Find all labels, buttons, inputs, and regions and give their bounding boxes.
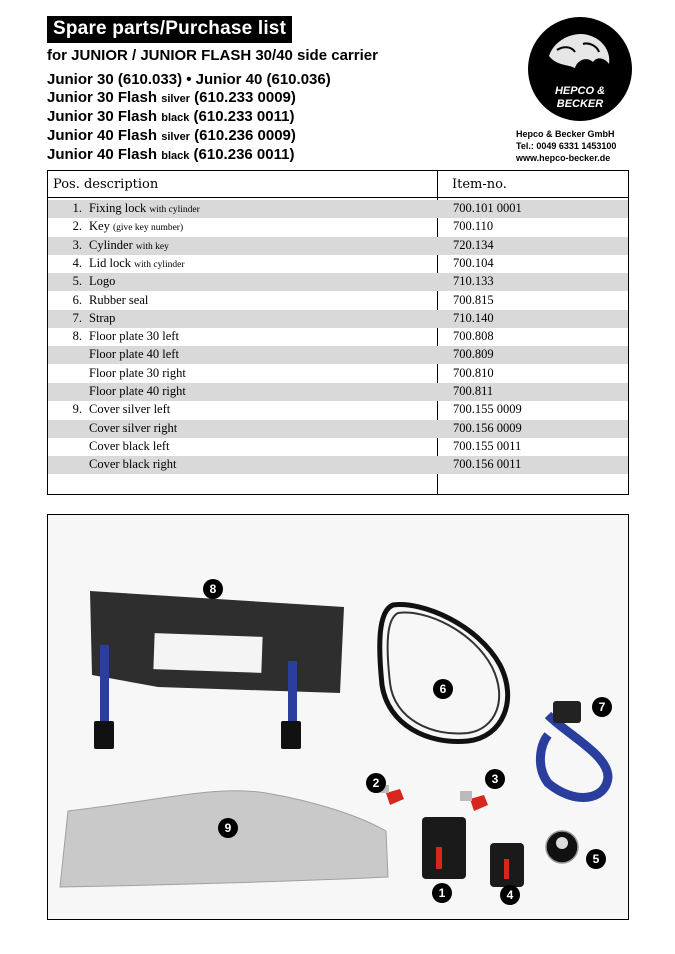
row-description: Cover silver left [89, 402, 171, 417]
table-row [48, 237, 628, 255]
company-phone: Tel.: 0049 6331 1453100 [516, 141, 617, 151]
row-item-no: 700.101 0001 [453, 201, 522, 215]
row-description: Lid lock with cylinder [89, 255, 185, 270]
row-note: (give key number) [112, 223, 184, 234]
page-title: Spare parts/Purchase list [47, 16, 292, 43]
cylinder-body [460, 791, 472, 801]
model-line: Junior 30 Flash black (610.233 0011) [47, 108, 295, 125]
row-position: 6. [72, 292, 82, 307]
row-description: Cover silver right [89, 420, 178, 435]
company-info [516, 128, 616, 164]
callout-7: 7 [592, 697, 612, 717]
table-row [48, 292, 628, 310]
model-line: Junior 30 (610.033) • Junior 40 (610.036) [47, 71, 331, 88]
table-row [48, 328, 628, 346]
table-row [48, 383, 628, 401]
row-note: with key [135, 241, 169, 252]
lid-lock-key [504, 859, 509, 879]
company-web[interactable]: www.hepco-becker.de [516, 153, 611, 163]
row-item-no: 700.155 0011 [453, 438, 522, 453]
row-description: Fixing lock with cylinder [89, 201, 200, 215]
parts-table [47, 170, 629, 495]
buckle-left [94, 721, 114, 749]
row-item-no: 700.110 [453, 219, 494, 234]
row-position: 7. [72, 310, 82, 325]
row-description: Floor plate 40 left [89, 347, 179, 362]
row-description: Cylinder with key [89, 237, 169, 252]
row-description: Rubber seal [89, 292, 149, 307]
row-note: with cylinder [134, 259, 185, 270]
fixing-lock-key [436, 847, 442, 869]
table-row [48, 310, 628, 328]
row-item-no: 700.104 [453, 255, 494, 270]
floor-plate-label [153, 633, 262, 673]
strap-right [288, 661, 297, 725]
row-item-no: 720.134 [453, 237, 494, 252]
row-item-no: 710.140 [453, 310, 494, 325]
cover [60, 791, 388, 887]
company-name: Hepco & Becker GmbH [516, 129, 615, 139]
callout-9: 9 [218, 818, 238, 838]
parts-photo [47, 514, 629, 920]
hepco-becker-logo [527, 16, 633, 122]
model-line: Junior 30 Flash silver (610.233 0009) [47, 89, 296, 106]
row-position: 9. [72, 402, 82, 417]
callout-5: 5 [586, 849, 606, 869]
fixing-lock [422, 817, 466, 879]
logo-emblem-detail [556, 837, 568, 849]
strap-buckle [553, 701, 581, 723]
row-position: 2. [72, 219, 82, 234]
row-description: Cover black left [89, 438, 170, 453]
table-row [48, 365, 628, 383]
row-description: Cover black right [89, 457, 177, 472]
header-divider [48, 197, 628, 198]
table-row [48, 255, 628, 273]
row-description: Strap [89, 310, 116, 325]
strap-left [100, 645, 109, 725]
model-line: Junior 40 Flash black (610.236 0011) [47, 146, 295, 163]
header-description: Pos. description [53, 177, 159, 192]
row-item-no: 700.809 [453, 347, 494, 362]
logo-text-line1: HEPCO & [554, 85, 606, 97]
row-position: 1. [72, 201, 82, 215]
table-row [48, 200, 628, 218]
row-position: 5. [72, 274, 82, 289]
callout-1: 1 [432, 883, 452, 903]
row-description: Logo [89, 274, 116, 289]
row-position: 4. [72, 255, 82, 270]
parts-illustration [48, 515, 629, 920]
logo-text-line2: BECKER [556, 98, 604, 110]
table-row [48, 273, 628, 291]
callout-6: 6 [433, 679, 453, 699]
row-description: Floor plate 30 right [89, 365, 186, 380]
callout-8: 8 [203, 579, 223, 599]
row-item-no: 700.808 [453, 329, 494, 344]
header-item-no: Item-no. [452, 177, 507, 192]
row-item-no: 710.133 [453, 274, 494, 289]
callout-4: 4 [500, 885, 520, 905]
callout-2: 2 [366, 773, 386, 793]
row-item-no: 700.155 0009 [453, 402, 522, 417]
table-row [48, 218, 628, 236]
model-line: Junior 40 Flash silver (610.236 0009) [47, 127, 296, 144]
row-description: Key (give key number) [89, 219, 184, 234]
row-position: 8. [72, 329, 82, 344]
row-item-no: 700.156 0011 [453, 457, 522, 472]
row-description: Floor plate 30 left [89, 329, 179, 344]
row-item-no: 700.156 0009 [453, 420, 522, 435]
table-row [48, 456, 628, 474]
table-row [48, 401, 628, 419]
table-row [48, 346, 628, 364]
row-position: 3. [72, 237, 82, 252]
row-item-no: 700.810 [453, 365, 494, 380]
row-item-no: 700.815 [453, 292, 494, 307]
buckle-right [281, 721, 301, 749]
row-description: Floor plate 40 right [89, 384, 186, 398]
table-row [48, 420, 628, 438]
table-row [48, 438, 628, 456]
page-subtitle: for JUNIOR / JUNIOR FLASH 30/40 side carrier [47, 47, 378, 64]
rubber-seal-inner [388, 613, 500, 734]
model-list [47, 71, 331, 165]
rubber-seal [380, 605, 508, 742]
row-item-no: 700.811 [453, 384, 494, 398]
strap-loop [540, 715, 608, 797]
row-note: with cylinder [149, 205, 200, 215]
cylinder [470, 795, 488, 811]
callout-3: 3 [485, 769, 505, 789]
